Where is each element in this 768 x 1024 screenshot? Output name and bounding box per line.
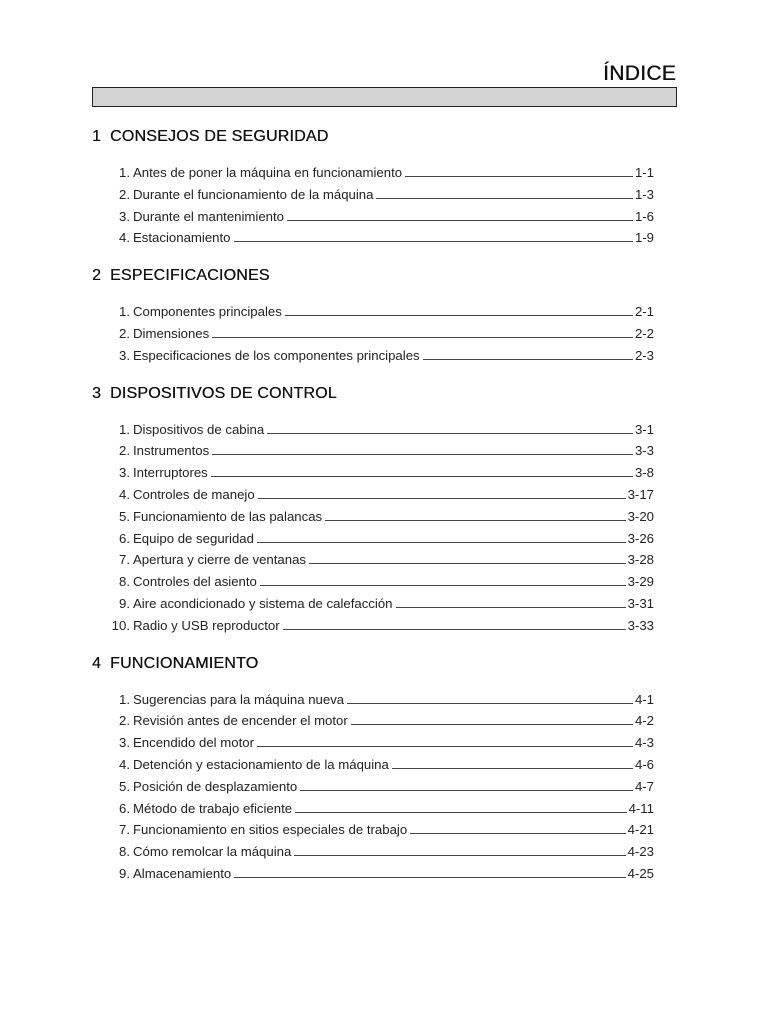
entry-number: 8. xyxy=(119,844,130,860)
toc-entry-list xyxy=(92,419,654,637)
entry-page-number: 1-6 xyxy=(634,208,654,224)
toc-entry xyxy=(102,549,654,571)
toc-entry xyxy=(102,162,654,184)
dot-leader xyxy=(351,724,633,725)
title-bar xyxy=(92,87,677,107)
entry-number: 2. xyxy=(119,443,130,459)
toc-entry xyxy=(102,710,654,732)
entry-title: Radio y USB reproductor xyxy=(133,617,280,633)
entry-page-number: 1-1 xyxy=(634,165,654,180)
entry-title: Cómo remolcar la máquina xyxy=(133,844,292,860)
toc-entry xyxy=(102,440,654,462)
toc-entry xyxy=(102,323,654,345)
entry-page-number: 2-1 xyxy=(634,304,654,320)
toc-entry xyxy=(102,615,654,637)
entry-number: 1. xyxy=(119,421,130,437)
dot-leader xyxy=(309,563,626,564)
entry-page-number: 3-28 xyxy=(627,552,654,568)
section-title: FUNCIONAMIENTO xyxy=(110,654,259,672)
entry-title: Funcionamiento en sitios especiales de trabajo xyxy=(133,822,408,838)
entry-title: Durante el mantenimiento xyxy=(133,208,285,224)
entry-number: 5. xyxy=(119,508,130,524)
entry-title: Sugerencias para la máquina nueva xyxy=(133,691,345,707)
dot-leader xyxy=(257,542,626,543)
entry-number: 4. xyxy=(119,230,130,246)
entry-page-number: 4-2 xyxy=(634,713,654,729)
entry-number: 2. xyxy=(119,713,130,729)
entry-page-number: 4-25 xyxy=(627,865,654,881)
entry-title: Interruptores xyxy=(133,465,208,481)
dot-leader xyxy=(287,220,633,221)
toc-entry xyxy=(102,798,654,820)
entry-title: Apertura y cierre de ventanas xyxy=(133,552,306,568)
toc-entry xyxy=(102,184,654,206)
toc-entry xyxy=(102,776,654,798)
entry-title: Almacenamiento xyxy=(133,865,232,881)
entry-number: 1. xyxy=(119,304,130,320)
toc-entry xyxy=(102,819,654,841)
entry-page-number: 3-29 xyxy=(627,574,654,590)
toc-entry xyxy=(102,301,654,323)
section-title: CONSEJOS DE SEGURIDAD xyxy=(110,128,329,145)
entry-number: 3. xyxy=(119,208,130,224)
toc-entry-list xyxy=(92,301,654,366)
entry-number: 2. xyxy=(119,325,130,341)
entry-number: 7. xyxy=(119,552,130,568)
dot-leader xyxy=(212,454,633,455)
entry-page-number: 3-3 xyxy=(634,443,654,459)
entry-number: 1. xyxy=(119,165,130,180)
entry-number: 3. xyxy=(119,735,130,751)
toc-entry xyxy=(102,732,654,754)
entry-title: Detención y estacionamiento de la máquina xyxy=(133,756,389,772)
toc-entry-list xyxy=(92,162,654,249)
section-number: 1 xyxy=(92,128,102,145)
toc-section xyxy=(92,267,654,366)
entry-page-number: 4-21 xyxy=(627,822,654,838)
entry-page-number: 4-3 xyxy=(634,735,654,751)
section-number: 4 xyxy=(92,654,102,672)
toc-entry xyxy=(102,462,654,484)
entry-title: Aire acondicionado y sistema de calefacción xyxy=(133,595,393,611)
section-heading xyxy=(92,385,654,403)
entry-title: Dimensiones xyxy=(133,325,210,341)
entry-page-number: 3-1 xyxy=(634,421,654,437)
entry-number: 2. xyxy=(119,186,130,202)
toc-entry xyxy=(102,206,654,228)
dot-leader xyxy=(405,176,633,177)
entry-title: Controles del asiento xyxy=(133,574,257,590)
dot-leader xyxy=(212,337,633,338)
entry-title: Posición de desplazamiento xyxy=(133,778,298,794)
dot-leader xyxy=(347,703,633,704)
dot-leader xyxy=(423,359,633,360)
entry-page-number: 4-6 xyxy=(634,756,654,772)
entry-page-number: 1-9 xyxy=(634,230,654,246)
toc-entry xyxy=(102,345,654,367)
entry-number: 3. xyxy=(119,347,130,363)
entry-page-number: 4-1 xyxy=(634,691,654,707)
toc-entry xyxy=(102,528,654,550)
entry-page-number: 3-31 xyxy=(627,595,654,611)
toc-entry xyxy=(102,689,654,711)
toc-entry-list xyxy=(92,689,654,885)
dot-leader xyxy=(294,855,625,856)
toc-entry xyxy=(102,419,654,441)
entry-title: Equipo de seguridad xyxy=(133,530,254,546)
entry-title: Revisión antes de encender el motor xyxy=(133,713,348,729)
toc-entry xyxy=(102,227,654,249)
dot-leader xyxy=(260,585,626,586)
toc-entry xyxy=(102,593,654,615)
section-number: 2 xyxy=(92,267,102,285)
toc-entry xyxy=(102,571,654,593)
entry-number: 4. xyxy=(119,486,130,502)
section-heading xyxy=(92,128,654,146)
entry-page-number: 4-11 xyxy=(628,800,654,816)
toc-section xyxy=(92,385,654,637)
entry-number: 3. xyxy=(119,465,130,481)
entry-title: Funcionamiento de las palancas xyxy=(133,508,323,524)
entry-number: 10. xyxy=(111,617,130,633)
dot-leader xyxy=(258,498,626,499)
page-title: ÍNDICE xyxy=(603,62,676,85)
entry-number: 1. xyxy=(119,691,130,707)
entry-title: Estacionamiento xyxy=(133,230,231,246)
entry-page-number: 3-33 xyxy=(627,617,654,633)
toc-entry xyxy=(102,484,654,506)
entry-page-number: 2-2 xyxy=(634,325,654,341)
dot-leader xyxy=(285,315,633,316)
entry-title: Instrumentos xyxy=(133,443,210,459)
table-of-contents xyxy=(92,128,654,903)
entry-number: 9. xyxy=(119,865,130,881)
entry-title: Componentes principales xyxy=(133,304,282,320)
section-number: 3 xyxy=(92,384,102,402)
section-heading xyxy=(92,655,654,673)
entry-page-number: 4-23 xyxy=(627,844,654,860)
dot-leader xyxy=(376,198,632,199)
entry-page-number: 3-20 xyxy=(627,508,654,524)
entry-title: Controles de manejo xyxy=(133,486,255,502)
entry-title: Durante el funcionamiento de la máquina xyxy=(133,186,374,202)
section-title: DISPOSITIVOS DE CONTROL xyxy=(110,384,337,402)
entry-number: 8. xyxy=(119,574,130,590)
dot-leader xyxy=(295,812,626,813)
toc-entry xyxy=(102,841,654,863)
entry-page-number: 3-8 xyxy=(634,465,654,481)
dot-leader xyxy=(392,768,633,769)
dot-leader xyxy=(396,607,626,608)
entry-number: 9. xyxy=(119,595,130,611)
entry-page-number: 3-26 xyxy=(627,530,654,546)
toc-entry xyxy=(102,506,654,528)
dot-leader xyxy=(325,520,625,521)
entry-number: 4. xyxy=(119,756,130,772)
entry-number: 6. xyxy=(119,800,130,816)
entry-number: 6. xyxy=(119,530,130,546)
entry-title: Encendido del motor xyxy=(133,735,254,751)
entry-number: 7. xyxy=(119,822,130,838)
toc-section xyxy=(92,655,654,885)
toc-entry xyxy=(102,863,654,885)
dot-leader xyxy=(234,877,625,878)
entry-title: Método de trabajo eficiente xyxy=(133,800,293,816)
entry-title: Antes de poner la máquina en funcionamiento xyxy=(133,165,403,180)
dot-leader xyxy=(211,476,633,477)
entry-page-number: 1-3 xyxy=(634,186,654,202)
entry-number: 5. xyxy=(119,778,130,794)
dot-leader xyxy=(234,241,633,242)
section-title: ESPECIFICACIONES xyxy=(110,267,270,285)
section-heading xyxy=(92,267,654,285)
dot-leader xyxy=(300,790,633,791)
entry-page-number: 2-3 xyxy=(634,347,654,363)
dot-leader xyxy=(410,833,625,834)
dot-leader xyxy=(283,629,626,630)
entry-page-number: 4-7 xyxy=(634,778,654,794)
entry-title: Dispositivos de cabina xyxy=(133,421,265,437)
entry-title: Especificaciones de los componentes principales xyxy=(133,347,420,363)
entry-page-number: 3-17 xyxy=(627,486,654,502)
toc-entry xyxy=(102,754,654,776)
toc-section xyxy=(92,128,654,249)
dot-leader xyxy=(267,433,633,434)
dot-leader xyxy=(257,746,633,747)
